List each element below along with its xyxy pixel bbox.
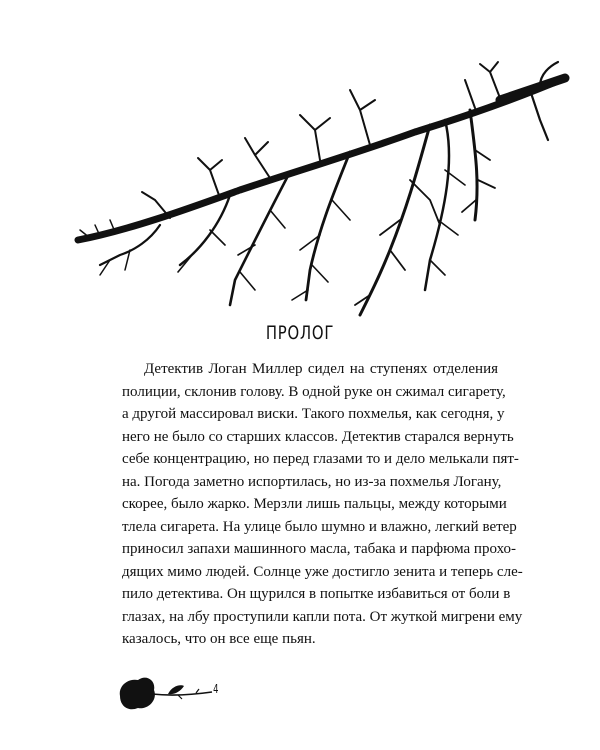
text-line: приносил запахи машинного масла, табака и парфюма прохо- bbox=[122, 541, 516, 557]
text-line: скорее, было жарко. Мерзли лишь пальцы, между которыми bbox=[122, 496, 507, 512]
text-line: себе концентрацию, но перед глазами то и дело мелькали пят- bbox=[122, 451, 519, 467]
page-number: 4 bbox=[213, 682, 219, 696]
text-line: него не было со старших классов. Детектив старался вернуть bbox=[122, 428, 514, 445]
rose-icon bbox=[116, 668, 219, 716]
text-line: а другой массировал виски. Такого похмелья, как сегодня, у bbox=[122, 406, 505, 422]
text-line: глазах, на лбу проступили капли пота. От жуткой мигрени ему bbox=[122, 608, 523, 625]
text-line: казалось, что он все еще пьян. bbox=[122, 631, 316, 647]
text-line: тлела сигарета. На улице было шумно и влажно, легкий ветер bbox=[122, 518, 517, 535]
chapter-title: ПРОЛОГ bbox=[265, 322, 335, 344]
text-line: пило детектива. Он щурился в попытке избавиться от боли в bbox=[122, 586, 511, 602]
body-text bbox=[122, 358, 523, 651]
text-line: на. Погода заметно испортилась, но из-за похмелья Логану, bbox=[122, 473, 502, 490]
text-line: дящих мимо людей. Солнце уже достигло зенита и теперь сле- bbox=[122, 563, 523, 580]
text-line: полиции, склонив голову. В одной руке он сжимал сигарету, bbox=[122, 383, 506, 400]
text-line: Детектив Логан Миллер сидел на ступенях отделения bbox=[144, 361, 498, 377]
tree-branch-icon bbox=[70, 60, 570, 330]
